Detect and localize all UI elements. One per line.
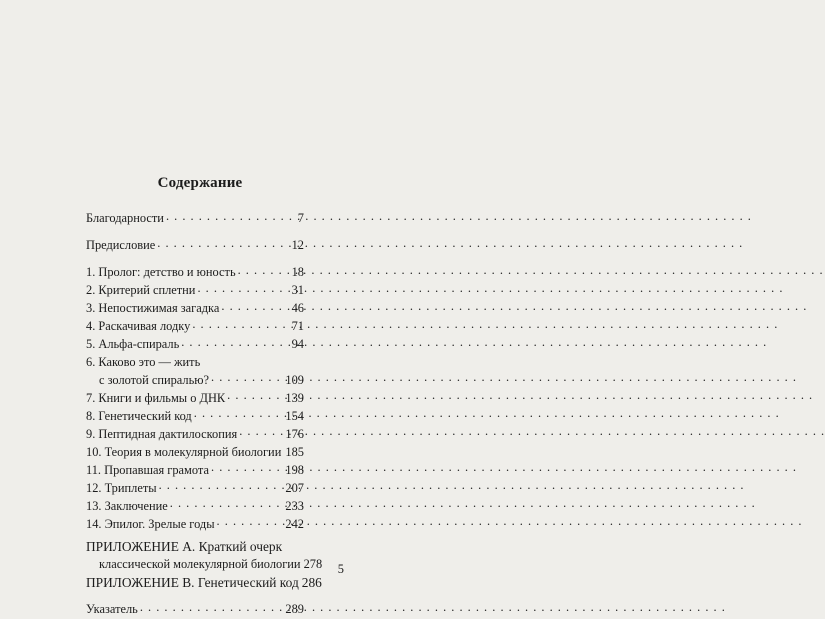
toc-entry-page: 71 bbox=[291, 319, 304, 334]
toc-entry-title: 1. Пролог: детство и юность bbox=[86, 265, 236, 280]
toc-entry-chapter-5 bbox=[86, 336, 304, 354]
page-number: 5 bbox=[337, 562, 344, 576]
dot-leader bbox=[192, 318, 290, 330]
toc-entry-title: 8. Генетический код bbox=[86, 408, 192, 423]
toc-entry-title-continued: с золотой спиралью? bbox=[99, 372, 209, 387]
dot-leader bbox=[227, 389, 284, 401]
toc-entry-title: ПРИЛОЖЕНИЕ В. Генетический код bbox=[86, 575, 299, 591]
toc-entry-page: 233 bbox=[285, 498, 304, 513]
dot-leader bbox=[221, 300, 290, 312]
dot-leader bbox=[283, 443, 284, 455]
toc-entry-appendix-a-line-1 bbox=[86, 538, 304, 556]
toc-entry-title: Указатель bbox=[86, 602, 138, 617]
toc-entry-appendix-b bbox=[86, 574, 322, 592]
dot-leader bbox=[197, 282, 290, 294]
toc-entry-title: 7. Книги и фильмы о ДНК bbox=[86, 390, 226, 405]
toc-entry-title: 3. Непостижимая загадка bbox=[86, 301, 220, 316]
toc-entry-page: 94 bbox=[291, 337, 304, 352]
page-title: Содержание bbox=[157, 175, 243, 191]
toc-entry-page: 31 bbox=[291, 283, 304, 298]
toc-entry-chapter-9 bbox=[86, 425, 304, 443]
toc-entry-title: 10. Теория в молекулярной биологии bbox=[86, 444, 282, 459]
toc-entry-title: 9. Пептидная дактилоскопия bbox=[86, 426, 238, 441]
dot-leader bbox=[166, 210, 297, 222]
toc-entry-title: 2. Критерий сплетни bbox=[86, 283, 196, 298]
toc-entry-page: 286 bbox=[301, 575, 322, 591]
dot-leader bbox=[140, 601, 285, 613]
toc-entry-index bbox=[86, 601, 304, 619]
toc-entry-page: 242 bbox=[285, 516, 304, 531]
table-of-contents bbox=[86, 210, 323, 619]
toc-entry-page: 185 bbox=[285, 444, 304, 459]
toc-entry-page: 139 bbox=[285, 390, 304, 405]
dot-leader bbox=[181, 336, 290, 348]
toc-entry-page: 12 bbox=[291, 238, 304, 253]
toc-entry-acknowledgements bbox=[86, 210, 304, 228]
dot-leader bbox=[157, 237, 290, 249]
dot-leader bbox=[217, 515, 285, 527]
dot-leader bbox=[239, 425, 284, 437]
dot-leader bbox=[238, 264, 291, 276]
toc-entry-page: 198 bbox=[285, 462, 304, 477]
toc-entry-page: 7 bbox=[297, 211, 304, 226]
toc-entry-page: 154 bbox=[285, 408, 304, 423]
toc-entry-title: 12. Триплеты bbox=[86, 480, 157, 495]
toc-entry-title: 4. Раскачивая лодку bbox=[86, 319, 191, 334]
toc-entry-title: 13. Заключение bbox=[86, 498, 168, 513]
toc-entry-page: 207 bbox=[285, 480, 304, 495]
toc-entry-preface bbox=[86, 237, 304, 255]
dot-leader bbox=[211, 461, 284, 473]
toc-entry-page: 46 bbox=[291, 301, 304, 316]
book-page bbox=[0, 0, 400, 617]
toc-entry-page: 278 bbox=[303, 557, 323, 572]
toc-entry-title: 5. Альфа-спираль bbox=[86, 337, 180, 352]
toc-entry-title: 6. Каково это — жить bbox=[86, 354, 201, 369]
dot-leader bbox=[211, 371, 284, 383]
toc-entry-title-continued: классической молекулярной биологии bbox=[99, 557, 301, 572]
toc-entry-title: Предисловие bbox=[86, 238, 156, 253]
dot-leader bbox=[170, 497, 285, 509]
toc-entry-title: 14. Эпилог. Зрелые годы bbox=[86, 516, 215, 531]
dot-leader bbox=[194, 407, 285, 419]
toc-entry-title: Благодарности bbox=[86, 211, 164, 226]
toc-entry-page: 176 bbox=[285, 426, 304, 441]
toc-entry-page: 289 bbox=[285, 602, 304, 617]
toc-entry-title: 11. Пропавшая грамота bbox=[86, 462, 209, 477]
toc-entry-page: 18 bbox=[291, 265, 304, 280]
dot-leader bbox=[159, 479, 285, 491]
toc-entry-title: ПРИЛОЖЕНИЕ А. Краткий очерк bbox=[86, 539, 283, 555]
toc-entry-chapter-14 bbox=[86, 515, 304, 533]
toc-entry-appendix-a-line-2 bbox=[86, 556, 323, 574]
toc-entry-page: 109 bbox=[285, 372, 304, 387]
